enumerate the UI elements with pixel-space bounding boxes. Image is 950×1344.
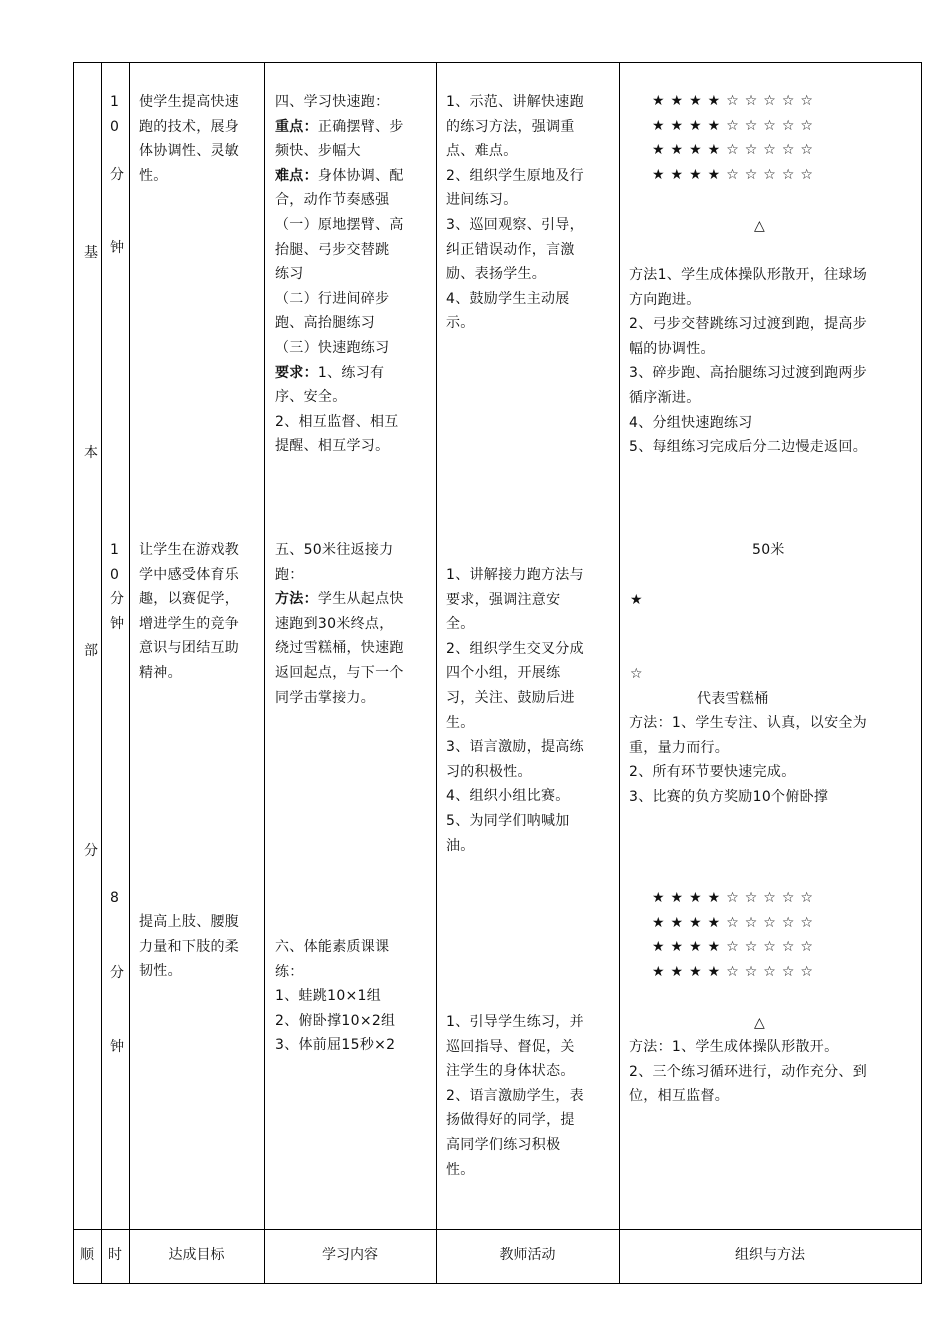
- content-line: （二）行进间碎步: [275, 290, 390, 307]
- col-border-6: [921, 62, 922, 1284]
- goal-line: 力量和下肢的柔: [139, 938, 240, 955]
- key-label: 难点：: [275, 167, 318, 184]
- key-label: 方法：: [275, 591, 318, 608]
- goal-line: 意识与团结互助: [139, 640, 240, 657]
- method-line: 方法：1、学生专注、认真，以安全为: [629, 715, 868, 731]
- col-border-0: [73, 62, 74, 1284]
- content-line: （一）原地摆臂、高: [275, 216, 404, 233]
- block3-teacher: [446, 1010, 584, 1182]
- teacher-line: 巡回指导、督促，关: [446, 1038, 575, 1055]
- block3-goal: [139, 910, 239, 984]
- star-row: ★★★★☆☆☆☆☆: [652, 93, 819, 109]
- col-header-content: 学习内容: [322, 1247, 378, 1263]
- time-char: 钟: [110, 615, 124, 632]
- teacher-line: 点、难点。: [446, 143, 518, 160]
- table-top-border: [73, 62, 922, 63]
- col-border-5: [619, 62, 620, 1284]
- col-header-order: 顺: [80, 1247, 94, 1263]
- block1-content: [275, 90, 404, 459]
- student-star-icon: ★: [630, 592, 643, 608]
- goal-line: 提高上肢、腰腹: [139, 914, 240, 930]
- teacher-line: 的练习方法，强调重: [446, 118, 575, 135]
- content-line: 跑：: [275, 566, 304, 583]
- star-row: ★★★★☆☆☆☆☆: [652, 166, 819, 183]
- content-line: 抬腿、弓步交替跳: [275, 241, 390, 258]
- key-value: 学生从起点快: [317, 591, 404, 608]
- block3-time: [110, 886, 124, 1060]
- time-char: 分: [110, 964, 124, 981]
- method-line: 2、三个练习循环进行，动作充分、到: [629, 1063, 868, 1080]
- time-char: 分: [110, 167, 124, 184]
- teacher-line: 习，关注、鼓励后进: [446, 689, 575, 706]
- goal-line: 增进学生的竞争: [139, 615, 240, 632]
- content-line: 练：: [275, 963, 304, 980]
- content-line: [275, 164, 404, 189]
- time-char: 0: [110, 566, 119, 583]
- teacher-line: 生。: [446, 714, 475, 731]
- method-line: 重，量力而行。: [629, 739, 730, 756]
- teacher-line: 示。: [446, 315, 475, 332]
- block2-method: [629, 711, 867, 809]
- teacher-line: 全。: [446, 616, 475, 633]
- star-row: ★★★★☆☆☆☆☆: [652, 890, 819, 906]
- method-line: 3、比赛的负方奖励10个俯卧撑: [629, 788, 829, 805]
- block3-formation-stars: [652, 886, 819, 984]
- time-char: 0: [110, 118, 119, 135]
- teacher-line: 要求，强调注意安: [446, 591, 561, 608]
- col-header-method: 组织与方法: [735, 1247, 805, 1263]
- table-bottom-border: [73, 1283, 922, 1284]
- block1-goal: [139, 90, 239, 188]
- section-label-char: 本: [84, 445, 98, 461]
- goal-line: 趣，以赛促学，: [139, 591, 240, 608]
- block2-teacher: [446, 563, 584, 858]
- teacher-line: 3、语言激励，提高练: [446, 739, 584, 756]
- method-line: 2、弓步交替跳练习过渡到跑，提高步: [629, 316, 868, 333]
- star-row: ★★★★☆☆☆☆☆: [652, 117, 819, 134]
- content-line: 2、相互监督、相互: [275, 413, 399, 430]
- cone-legend-label: 代表雪糕桶: [697, 691, 769, 707]
- method-line: 方法：1、学生成体操队形散开。: [629, 1039, 839, 1055]
- teacher-line: 3、巡回观察、引导，: [446, 216, 584, 233]
- block2-time: [110, 538, 124, 636]
- key-value: 1、练习有: [317, 364, 385, 381]
- method-line: 3、碎步跑、高抬腿练习过渡到跑两步: [629, 365, 868, 382]
- block1-method: [629, 263, 867, 460]
- method-line: 幅的协调性。: [629, 340, 715, 357]
- method-line: 位，相互监督。: [629, 1088, 730, 1105]
- time-char: 1: [110, 94, 119, 110]
- header-row-divider: [73, 1229, 922, 1230]
- content-line: 五、50米往返接力: [275, 542, 394, 558]
- section-label-char: 分: [84, 843, 98, 859]
- teacher-line: 2、语言激励学生，表: [446, 1087, 584, 1104]
- teacher-line: 2、组织学生交叉分成: [446, 640, 584, 657]
- col-border-2: [129, 62, 130, 1284]
- content-line: 跑、高抬腿练习: [275, 315, 376, 332]
- teacher-line: 1、引导学生练习，并: [446, 1014, 584, 1030]
- method-line: 4、分组快速跑练习: [629, 414, 753, 431]
- content-line: 练习: [275, 266, 304, 283]
- cone-star-icon: ☆: [630, 666, 643, 682]
- goal-line: 韧性。: [139, 963, 182, 980]
- teacher-position-triangle-icon: △: [754, 218, 766, 234]
- teacher-line: 1、示范、讲解快速跑: [446, 94, 584, 110]
- content-line: （三）快速跑练习: [275, 339, 390, 356]
- goal-line: 让学生在游戏教: [139, 542, 240, 558]
- content-line: 六、体能素质课课: [275, 939, 390, 955]
- content-line: 同学击掌接力。: [275, 689, 376, 706]
- time-char: 钟: [110, 1039, 124, 1056]
- key-label: 重点：: [275, 118, 318, 135]
- goal-line: 精神。: [139, 664, 182, 681]
- content-line: 1、蛙跳10×1组: [275, 988, 382, 1005]
- teacher-line: 高同学们练习积极: [446, 1136, 561, 1153]
- method-line: 方法1、学生成体操队形散开，往球场: [629, 267, 868, 283]
- key-value: 正确摆臂、步: [317, 118, 404, 135]
- block1-formation-stars: [652, 89, 819, 187]
- content-line: 2、俯卧撑10×2组: [275, 1012, 396, 1029]
- method-line: 5、每组练习完成后分二边慢走返回。: [629, 439, 868, 456]
- content-line: 速跑到30米终点，: [275, 615, 394, 632]
- goal-line: 体协调性、灵敏: [139, 143, 240, 160]
- teacher-line: 4、鼓励学生主动展: [446, 290, 570, 307]
- block3-method: [629, 1035, 867, 1109]
- block2-content: [275, 538, 404, 710]
- col-border-4: [436, 62, 437, 1284]
- col-header-teacher: 教师活动: [499, 1247, 556, 1263]
- time-char: 分: [110, 591, 124, 608]
- block2-goal: [139, 538, 239, 686]
- star-row: ★★★★☆☆☆☆☆: [652, 142, 819, 159]
- star-row: ★★★★☆☆☆☆☆: [652, 914, 819, 931]
- col-header-time: 时: [108, 1247, 122, 1263]
- teacher-line: 5、为同学们呐喊加: [446, 812, 570, 829]
- time-char: 1: [110, 542, 119, 558]
- teacher-line: 纠正错误动作，言激: [446, 241, 575, 258]
- teacher-line: 习的积极性。: [446, 763, 532, 780]
- section-label-char: 部: [84, 643, 98, 659]
- method-line: 方向跑进。: [629, 291, 701, 308]
- teacher-line: 扬做得好的同学，提: [446, 1112, 575, 1129]
- col-header-goal: 达成目标: [168, 1247, 225, 1263]
- content-line: 3、体前屈15秒×2: [275, 1037, 396, 1054]
- content-line: 返回起点，与下一个: [275, 664, 404, 681]
- block3-content: [275, 935, 395, 1058]
- teacher-position-triangle-icon: △: [754, 1015, 766, 1031]
- content-line: [275, 361, 404, 386]
- col-border-1: [101, 62, 102, 1284]
- content-line: 频快、步幅大: [275, 143, 361, 160]
- teacher-line: 性。: [446, 1161, 475, 1178]
- content-line: 合，动作节奏感强: [275, 192, 390, 209]
- teacher-line: 四个小组，开展练: [446, 665, 561, 682]
- content-line: 四、学习快速跑：: [275, 94, 390, 110]
- key-label: 要求：: [275, 364, 318, 381]
- goal-line: 学中感受体育乐: [139, 566, 240, 583]
- time-char: 钟: [110, 239, 124, 256]
- content-line: 序、安全。: [275, 389, 347, 406]
- star-row: ★★★★☆☆☆☆☆: [652, 963, 819, 980]
- col-border-3: [264, 62, 265, 1284]
- time-char: 8: [110, 890, 119, 906]
- teacher-line: 1、讲解接力跑方法与: [446, 567, 584, 583]
- key-value: 身体协调、配: [317, 167, 404, 184]
- section-label-char: 基: [84, 245, 98, 261]
- teacher-line: 注学生的身体状态。: [446, 1063, 575, 1080]
- content-line: [275, 115, 404, 140]
- goal-line: 性。: [139, 167, 168, 184]
- content-line: [275, 587, 404, 612]
- content-line: 绕过雪糕桶，快速跑: [275, 640, 404, 657]
- goal-line: 使学生提高快速: [139, 94, 240, 110]
- relay-distance-label: 50米: [752, 542, 785, 558]
- teacher-line: 进间练习。: [446, 192, 518, 209]
- content-line: 提醒、相互学习。: [275, 438, 390, 455]
- method-line: 2、所有环节要快速完成。: [629, 764, 796, 781]
- teacher-line: 4、组织小组比赛。: [446, 788, 570, 805]
- teacher-line: 励、表扬学生。: [446, 266, 547, 283]
- block1-teacher: [446, 90, 584, 336]
- teacher-line: 2、组织学生原地及行: [446, 167, 584, 184]
- method-line: 循序渐进。: [629, 389, 701, 406]
- star-row: ★★★★☆☆☆☆☆: [652, 939, 819, 956]
- goal-line: 跑的技术，展身: [139, 118, 240, 135]
- block1-time: [110, 90, 124, 260]
- teacher-line: 油。: [446, 837, 475, 854]
